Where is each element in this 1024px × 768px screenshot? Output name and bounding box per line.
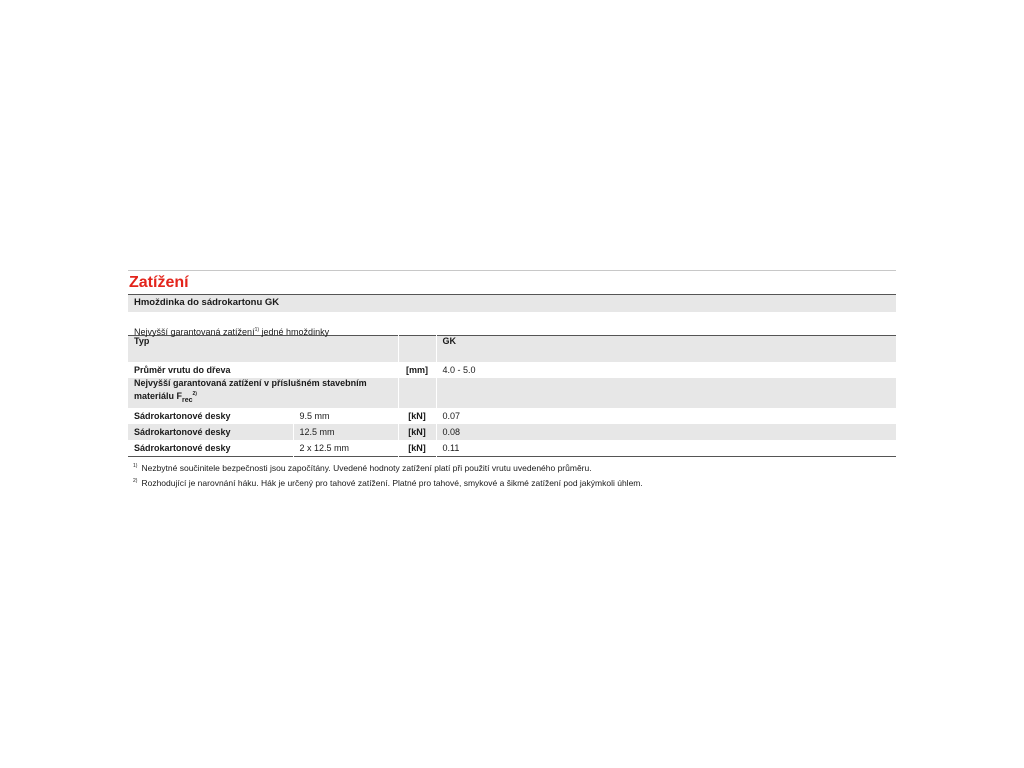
material-cell: Sádrokartonové desky bbox=[128, 440, 293, 457]
footnote-text: Rozhodující je narovnání háku. Hák je určený pro tahové zatížení. Platné pro tahové, smykové a šikmé zatížení pod jakýmkoli úhlem. bbox=[141, 478, 643, 488]
footnote-2 bbox=[133, 475, 896, 490]
intro-text-before: Nejvyšší garantovaná zatížení bbox=[134, 327, 255, 337]
section-title: Zatížení bbox=[129, 274, 189, 291]
footnote-text: Nezbytné součinitele bezpečnosti jsou započítány. Uvedené hodnoty zatížení platí při použití vrutu uvedeného průměru. bbox=[141, 463, 592, 473]
intro-text-after: jedné hmoždinky bbox=[259, 327, 330, 337]
unit-cell: [kN] bbox=[398, 440, 436, 457]
load-heading-line1: Nejvyšší garantovaná zatížení v příslušném stavebním bbox=[134, 378, 367, 388]
screw-diameter-row bbox=[128, 362, 896, 378]
load-value-cell: 0.11 bbox=[436, 440, 896, 457]
load-heading-row bbox=[128, 378, 896, 408]
thickness-cell: 12.5 mm bbox=[293, 424, 398, 440]
load-heading-label bbox=[128, 378, 398, 408]
load-heading-value bbox=[436, 378, 896, 408]
unit-cell: [kN] bbox=[398, 424, 436, 440]
load-table bbox=[128, 335, 897, 457]
screw-diameter-unit: [mm] bbox=[398, 362, 436, 378]
footnote-1 bbox=[133, 460, 896, 475]
material-cell: Sádrokartonové desky bbox=[128, 408, 293, 424]
load-heading-line2: materiálu F bbox=[134, 391, 183, 401]
thickness-cell: 2 x 12.5 mm bbox=[293, 440, 398, 457]
load-value-cell: 0.07 bbox=[436, 408, 896, 424]
footnotes bbox=[128, 460, 896, 490]
product-subheader: Hmoždinka do sádrokartonu GK bbox=[128, 294, 896, 312]
unit-cell: [kN] bbox=[398, 408, 436, 424]
header-type-cell: Typ bbox=[128, 336, 398, 363]
intro-text bbox=[128, 315, 896, 335]
top-rule bbox=[128, 270, 896, 271]
load-heading-footnote-mark: 2) bbox=[192, 391, 197, 397]
load-heading-unit bbox=[398, 378, 436, 408]
intro-footnote-mark: 1) bbox=[254, 327, 260, 333]
load-spec-document bbox=[128, 270, 896, 490]
header-unit-cell bbox=[398, 336, 436, 363]
table-row bbox=[128, 440, 896, 457]
material-cell: Sádrokartonové desky bbox=[128, 424, 293, 440]
thickness-cell: 9.5 mm bbox=[293, 408, 398, 424]
footnote-mark: 1) bbox=[133, 463, 138, 469]
screw-diameter-label: Průměr vrutu do dřeva bbox=[128, 362, 398, 378]
table-header-row bbox=[128, 336, 896, 363]
header-product-cell: GK bbox=[436, 336, 896, 363]
footnote-mark: 2) bbox=[133, 478, 138, 484]
load-value-cell: 0.08 bbox=[436, 424, 896, 440]
table-row bbox=[128, 408, 896, 424]
load-heading-subscript: rec bbox=[182, 397, 193, 404]
screw-diameter-value: 4.0 - 5.0 bbox=[436, 362, 896, 378]
table-row bbox=[128, 424, 896, 440]
